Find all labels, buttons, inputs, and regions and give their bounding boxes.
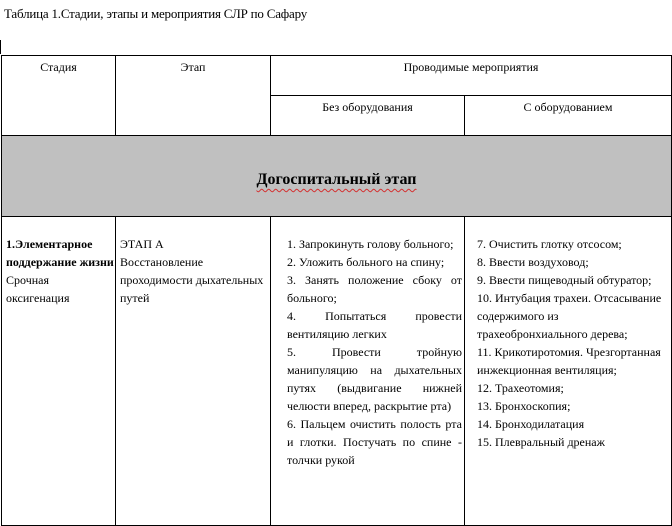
list-item: 14. Бронходилатация: [477, 417, 585, 431]
stage-cell: [2, 217, 116, 526]
with-equipment-cell: [465, 217, 672, 526]
list-item: 8. Ввести воздуховод;: [477, 255, 589, 269]
cpr-stages-table: [1, 55, 672, 526]
list-item: 11. Крикотиротомия. Чрезгортанная инжекционная вентиляция;: [477, 345, 661, 377]
list-item: 5. Провести тройную манипуляцию на дыхательных путях (выдвигание нижней челюсти вперед, раскрытие рта): [287, 345, 462, 413]
list-item: 2. Уложить больного на спину;: [287, 255, 445, 269]
without-equipment-cell: [271, 217, 465, 526]
list-item: 3. Занять положение сбоку от больного;: [287, 273, 462, 305]
list-item: 10. Интубация трахеи. Отсасывание содержимого из трахеобронхиального дерева;: [477, 291, 662, 341]
list-item: 13. Бронхоскопия;: [477, 399, 571, 413]
section-title: Догоспитальный этап: [256, 171, 417, 188]
header-stage: Стадия: [2, 56, 116, 136]
left-margin-line: [0, 40, 1, 54]
list-item: 12. Трахеотомия;: [477, 381, 564, 395]
header-measures: Проводимые мероприятия: [271, 56, 672, 96]
step-subtitle: Восстановление проходимости дыхательных путей: [120, 255, 264, 305]
header-with-equipment: С оборудованием: [465, 96, 672, 136]
list-item: 4. Попытаться провести вентиляцию легких: [287, 309, 462, 341]
header-step: Этап: [116, 56, 271, 136]
list-item: 9. Ввести пищеводный обтуратор;: [477, 273, 652, 287]
list-item: 15. Плевральный дренаж: [477, 435, 605, 449]
table-caption: Таблица 1.Стадии, этапы и мероприятия СЛР по Сафару: [4, 6, 308, 21]
stage-title: 1.Элементарное поддержание жизни: [6, 237, 114, 269]
list-item: 7. Очистить глотку отсосом;: [477, 237, 622, 251]
list-item: 1. Запрокинуть голову больного;: [287, 237, 454, 251]
list-item: 6. Пальцем очистить полость рта и глотки. Постучать по спине - толчки рукой: [287, 417, 462, 467]
section-row: [2, 136, 672, 217]
step-cell: [116, 217, 271, 526]
step-title: ЭТАП А: [120, 237, 164, 251]
stage-subtitle: Срочная оксигенация: [6, 273, 70, 305]
header-without-equipment: Без оборудования: [271, 96, 465, 136]
